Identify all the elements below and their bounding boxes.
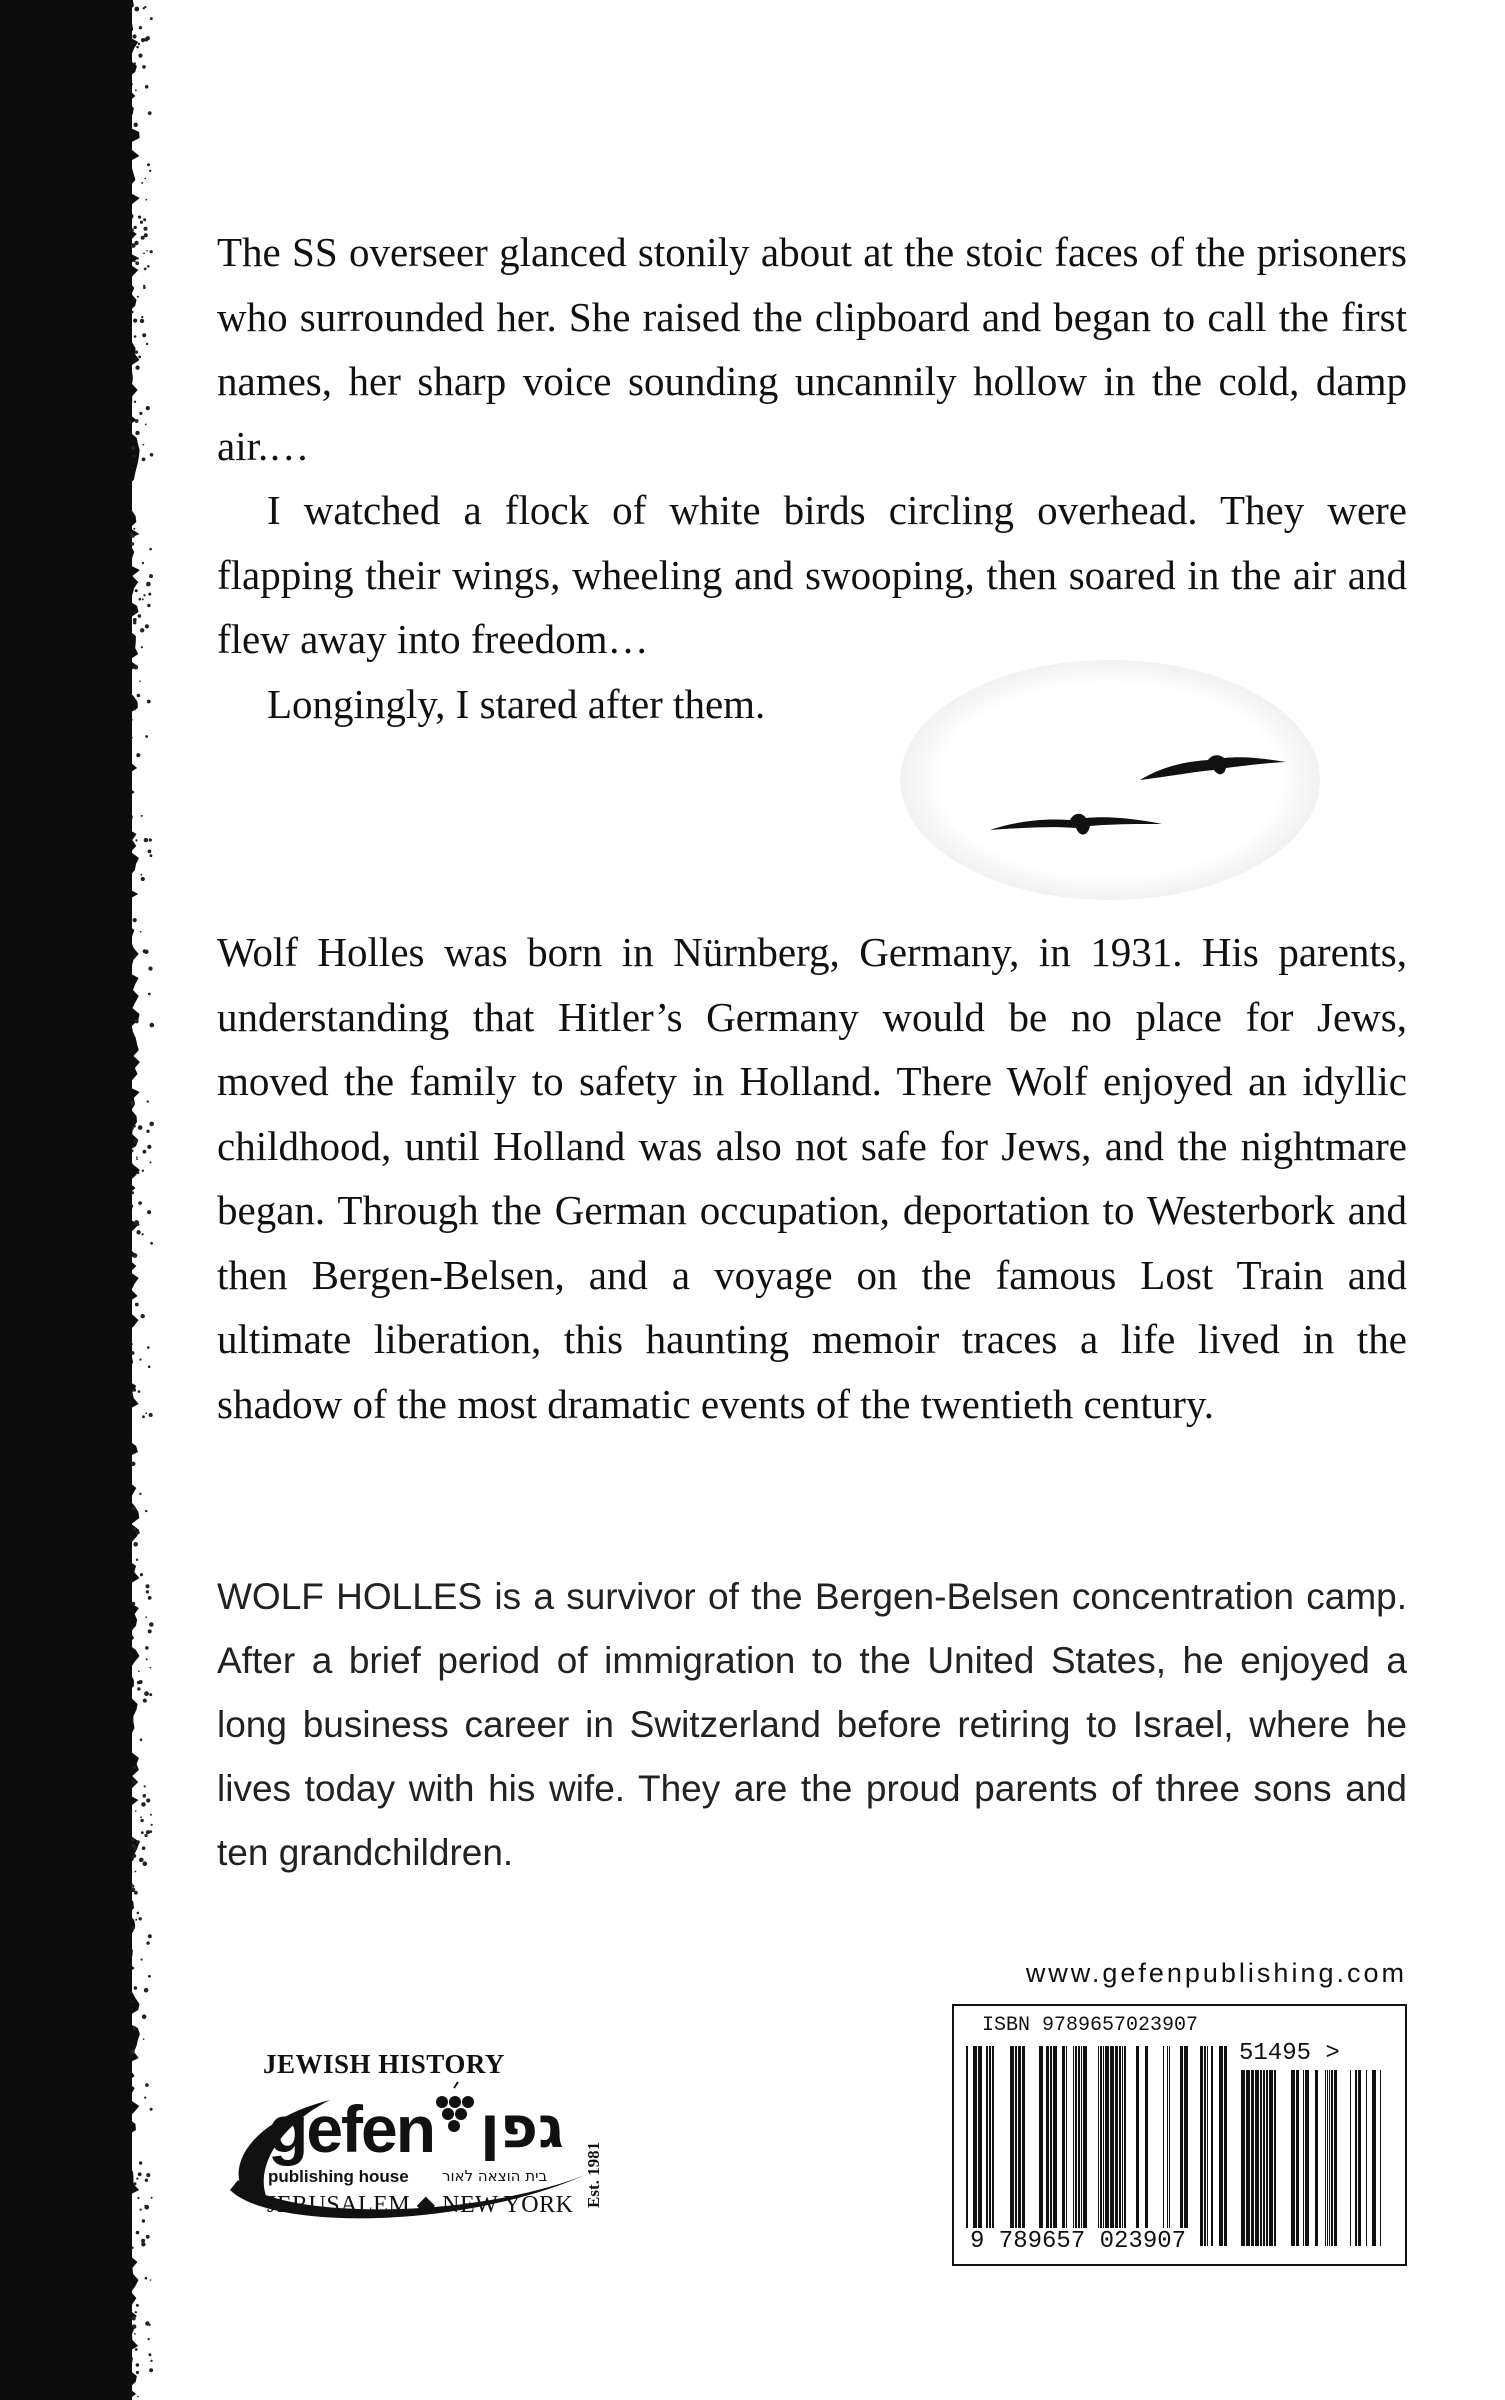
barcode-bars — [966, 2046, 1228, 2246]
publisher-cities: JERUSALEM ◆ NEW YORK — [267, 2192, 574, 2218]
publisher-website: www.gefenpublishing.com — [1025, 1958, 1407, 1988]
book-summary — [217, 920, 1407, 1436]
publisher-name: gefen — [268, 2092, 435, 2166]
publisher-logo — [210, 2080, 650, 2240]
isbn-barcode — [952, 2004, 1407, 2266]
author-bio: WOLF HOLLES is a survivor of the Bergen-Belsen concentration camp. After a brief period of immigration to the United States, he enjoyed a long business career in Switzerland before retiring to Israel, where he lives today with his wife. They are the proud parents of three sons and ten grandchildren. — [217, 1576, 1407, 1873]
book-spine — [0, 0, 132, 2400]
excerpt-paragraph: I watched a flock of white birds circling overhead. They were flapping their wings, wheeling and swooping, then soared in the air and flew away into freedom… — [217, 487, 1407, 662]
publisher-subtitle: publishing house — [268, 2167, 409, 2186]
excerpt-paragraph: The SS overseer glanced stonily about at the stoic faces of the prisoners who surrounded her. She raised the clipboard and began to call the first names, her sharp voice sounding uncannily hollow in the cold, damp air.… — [217, 229, 1407, 469]
publisher-name-hebrew: גפן — [480, 2093, 564, 2161]
excerpt-paragraph: Longingly, I stared after them. — [267, 680, 766, 727]
summary-paragraph: Wolf Holles was born in Nürnberg, Germany, in 1931. His parents, understanding that Hitler’s Germany would be no place for Jews, moved the family to safety in Holland. There Wolf enjoyed an idyllic childhood, until Holland was also not safe for Jews, and the nightmare began. Through the German occupation, deportation to Westerbork and then Bergen-Belsen, and a voyage on the famous Lost Train and ultimate liberation, this haunting memoir traces a life lived in the shadow of the most dramatic events of the twentieth century. — [217, 929, 1407, 1427]
spine-ragged-edge — [118, 0, 158, 2400]
publisher-subtitle-hebrew: בית הוצאה לאור — [442, 2167, 548, 2185]
category-label: JEWISH HISTORY — [263, 2049, 505, 2079]
price-barcode-bars — [1238, 2070, 1388, 2246]
isbn-label: ISBN 9789657023907 — [982, 2014, 1199, 2037]
isbn-digits: 9 789657 023907 — [966, 2228, 1190, 2255]
grape-cluster-icon — [436, 2082, 474, 2132]
birds-illustration — [890, 650, 1330, 910]
publisher-established: Est. 1981 — [584, 2141, 603, 2208]
price-code: 51495 > — [1239, 2040, 1340, 2067]
